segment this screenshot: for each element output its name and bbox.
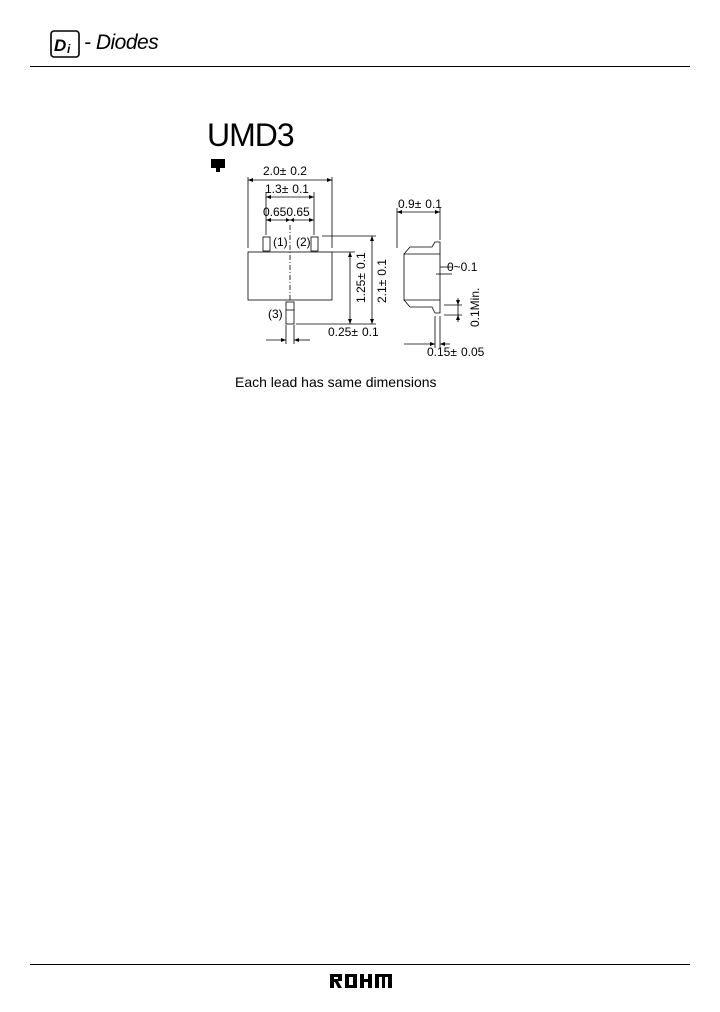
package-title: UMD3 [207, 117, 294, 153]
lead-1 [263, 237, 270, 251]
dim-overall-width: 2.0± 0.2 [263, 164, 307, 178]
dim-lead-width: 0.25± 0.1 [328, 325, 379, 339]
dim-pin-span: 1.3± 0.1 [265, 182, 309, 196]
di-logo-icon [50, 30, 80, 58]
dim-lead-thickness: 0.15± 0.05 [427, 345, 485, 359]
dim-standoff: 0~0.1 [447, 260, 478, 274]
rohm-logo-icon [329, 972, 393, 990]
package-dimension-drawing [200, 150, 510, 365]
pin2-label: (2) [296, 235, 311, 249]
dim-pitch: 0.650.65 [263, 205, 310, 219]
pin3-label: (3) [268, 307, 283, 321]
lead-2 [311, 237, 318, 251]
package-marker-icon [211, 159, 225, 168]
dim-lead-length: 0.1Min. [468, 287, 482, 327]
header-title: - Diodes [84, 31, 159, 54]
footer-divider [30, 964, 690, 965]
lead-3 [286, 302, 294, 324]
svg-text:D: D [54, 36, 67, 55]
dim-total-height: 2.1±0.1 [375, 259, 389, 303]
svg-text:i: i [67, 42, 71, 56]
side-view-body [404, 254, 440, 300]
header-divider [30, 66, 690, 67]
pin1-label: (1) [273, 235, 288, 249]
drawing-caption: Each lead has same dimensions [235, 374, 437, 390]
dim-body-height: 1.25±0.1 [354, 252, 368, 303]
dim-thickness: 0.9± 0.1 [398, 197, 442, 211]
